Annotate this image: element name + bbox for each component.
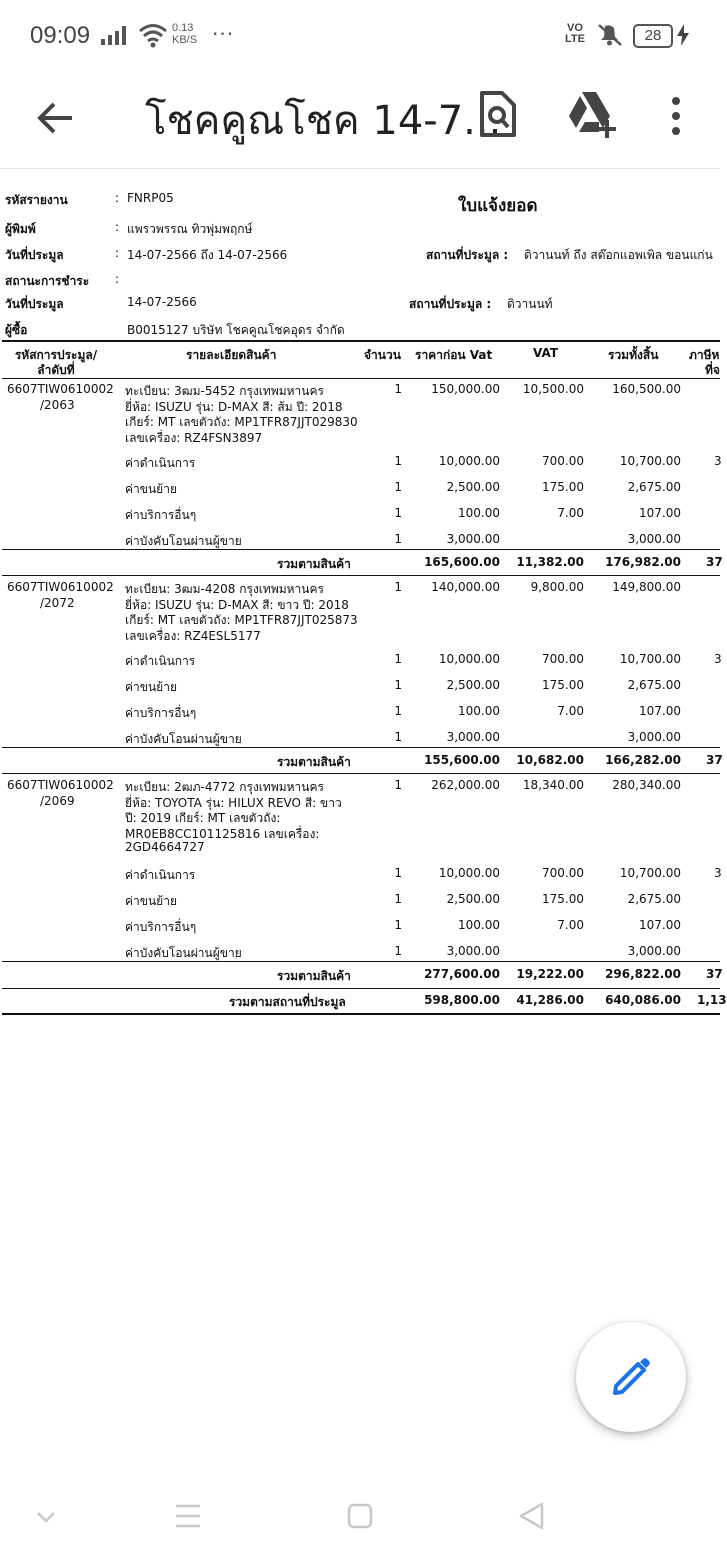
fee-qty: 1 xyxy=(394,917,402,932)
lot-description-line: ปี: 2019 เกียร์: MT เลขตัวถัง: xyxy=(125,811,281,825)
signal-icon xyxy=(101,26,131,50)
edit-pencil-icon xyxy=(610,1356,652,1398)
fee-vat: 700.00 xyxy=(542,865,584,880)
fee-qty: 1 xyxy=(394,865,402,880)
nav-menu-icon[interactable] xyxy=(168,1496,208,1536)
drive-add-icon[interactable] xyxy=(566,90,618,140)
fee-name: ค่าบังคับโอนผ่านผู้ขาย xyxy=(125,534,242,548)
document-title: โชคคูณโชค 14-7... xyxy=(145,98,502,144)
fee-total: 10,700.00 xyxy=(619,454,681,468)
subtotal-vat: 11,382.00 xyxy=(516,555,584,569)
fee-price: 3,000.00 xyxy=(446,532,500,546)
edit-fab-button[interactable] xyxy=(576,1322,686,1432)
fee-price: 2,500.00 xyxy=(446,678,500,692)
fee-price: 3,000.00 xyxy=(446,943,500,958)
grand-total-wht: 1,13 xyxy=(697,993,727,1007)
subtotal-bottom-rule xyxy=(2,773,720,774)
col-header-wht-2: ที่จ xyxy=(705,363,720,377)
subtotal-label: รวมตามสินค้า xyxy=(277,755,351,769)
col-header-price: ราคาก่อน Vat xyxy=(415,348,493,362)
lot-description-line: ยี่ห้อ: ISUZU รุ่น: D-MAX สี: ส้ม ปี: 2018 xyxy=(125,399,343,414)
fee-total: 107.00 xyxy=(639,917,681,932)
network-speed xyxy=(172,22,197,46)
fee-total: 107.00 xyxy=(639,506,681,520)
system-nav-bar xyxy=(0,1480,720,1560)
status-time: 09:09 xyxy=(30,22,91,49)
lot-total: 160,500.00 xyxy=(612,382,681,396)
lot-seq: /2069 xyxy=(40,794,75,808)
fee-name: ค่าดำเนินการ xyxy=(125,654,196,668)
report-title: ใบแจ้งยอด xyxy=(458,196,538,216)
nav-home-icon[interactable] xyxy=(340,1496,380,1536)
header-label-report-code: รหัสรายงาน xyxy=(5,193,68,207)
fee-qty: 1 xyxy=(394,678,402,692)
col-header-qty: จำนวน xyxy=(364,348,401,362)
fee-price: 10,000.00 xyxy=(438,454,500,468)
subtotal-top-rule xyxy=(2,549,720,550)
fee-vat: 175.00 xyxy=(542,891,584,906)
header-value-auction-date-2: 14-07-2566 xyxy=(127,295,197,309)
header-sep: : xyxy=(115,246,120,260)
col-header-code: รหัสการประมูล/ xyxy=(14,348,98,362)
header-label-buyer: ผู้ซื้อ xyxy=(5,323,28,337)
fee-name: ค่าบังคับโอนผ่านผู้ขาย xyxy=(125,732,242,746)
lot-description-line: 2GD4664727 xyxy=(125,840,205,854)
fee-total: 2,675.00 xyxy=(627,480,681,494)
lot-vat: 9,800.00 xyxy=(530,580,584,594)
fee-total: 2,675.00 xyxy=(627,891,681,906)
lot-seq: /2063 xyxy=(40,398,75,412)
fee-price: 2,500.00 xyxy=(446,891,500,906)
fee-vat: 175.00 xyxy=(542,480,584,494)
lot-total: 149,800.00 xyxy=(612,580,681,594)
fee-vat: 700.00 xyxy=(542,652,584,666)
lot-code: 6607TIW0610002 xyxy=(7,778,114,792)
lot-description-line: ทะเบียน: 2ฒภ-4772 กรุงเทพมหานคร xyxy=(125,780,324,794)
subtotal-total: 176,982.00 xyxy=(605,555,681,569)
grand-total-top-rule xyxy=(2,988,720,989)
subtotal-wht: 37 xyxy=(706,555,723,569)
col-header-vat: VAT xyxy=(533,346,559,360)
lot-price: 262,000.00 xyxy=(431,778,500,792)
fee-qty: 1 xyxy=(394,730,402,744)
fee-price: 10,000.00 xyxy=(438,865,500,880)
header-sep: : xyxy=(115,220,120,234)
fee-total: 10,700.00 xyxy=(619,865,681,880)
header-value-printer: แพรวพรรณ ทิวพุ่มพฤกษ์ xyxy=(127,222,253,236)
col-header-desc: รายละเอียดสินค้า xyxy=(186,348,277,362)
fee-total: 10,700.00 xyxy=(619,652,681,666)
lot-description-line: เกียร์: MT เลขตัวถัง: MP1TFR87JJT025873 xyxy=(125,613,358,627)
col-header-seq: ลำดับที่ xyxy=(37,363,75,377)
fee-name: ค่าบังคับโอนผ่านผู้ขาย xyxy=(125,945,242,960)
header-label-auction-date: วันที่ประมูล xyxy=(5,248,64,262)
fee-name: ค่าบริการอื่นๆ xyxy=(125,706,197,720)
header-value-report-code: FNRP05 xyxy=(127,191,174,205)
subtotal-wht: 37 xyxy=(706,966,723,981)
charging-icon xyxy=(676,24,690,50)
battery-icon: 28 xyxy=(633,24,673,48)
header-sep: : xyxy=(115,191,120,205)
subtotal-wht: 37 xyxy=(706,753,723,767)
subtotal-top-rule xyxy=(2,747,720,748)
fee-price: 10,000.00 xyxy=(438,652,500,666)
location-range-value: ดิวานนท์ ถึง สต๊อกแอพเพิล ขอนแก่น xyxy=(524,248,713,262)
fee-price: 100.00 xyxy=(458,506,500,520)
col-header-wht: ภาษีห xyxy=(689,348,720,362)
subtotal-label: รวมตามสินค้า xyxy=(277,968,351,983)
lot-qty: 1 xyxy=(394,778,402,792)
nav-hide-icon[interactable] xyxy=(26,1496,66,1536)
lot-description-line: เกียร์: MT เลขตัวถัง: MP1TFR87JJT029830 xyxy=(125,415,358,429)
fee-total: 3,000.00 xyxy=(627,532,681,546)
nav-back-icon[interactable] xyxy=(512,1496,552,1536)
location-label: สถานที่ประมูล : xyxy=(409,297,492,311)
fee-name: ค่าขนย้าย xyxy=(125,893,177,908)
fee-qty: 1 xyxy=(394,506,402,520)
find-in-page-icon[interactable] xyxy=(474,90,520,140)
mute-icon xyxy=(596,22,624,52)
back-arrow-icon[interactable] xyxy=(30,92,82,144)
fee-vat: 7.00 xyxy=(557,917,584,932)
fee-price: 100.00 xyxy=(458,704,500,718)
fee-qty: 1 xyxy=(394,532,402,546)
more-notifications-icon: ··· xyxy=(212,22,235,46)
fee-qty: 1 xyxy=(394,652,402,666)
fee-wht: 3 xyxy=(714,454,722,468)
lot-description-line: ทะเบียน: 3ฒม-5452 กรุงเทพมหานคร xyxy=(125,384,324,398)
subtotal-bottom-rule xyxy=(2,575,720,576)
fee-qty: 1 xyxy=(394,704,402,718)
fee-name: ค่าขนย้าย xyxy=(125,482,177,496)
header-label-printer: ผู้พิมพ์ xyxy=(5,222,36,236)
more-vert-icon[interactable] xyxy=(660,92,692,142)
speed-unit: KB/S xyxy=(172,34,198,46)
grand-total-label: รวมตามสถานที่ประมูล xyxy=(229,995,346,1009)
fee-price: 2,500.00 xyxy=(446,480,500,494)
subtotal-price: 165,600.00 xyxy=(424,555,500,569)
fee-name: ค่าดำเนินการ xyxy=(125,456,196,470)
header-sep: : xyxy=(115,272,120,286)
lot-code: 6607TIW0610002 xyxy=(7,580,114,594)
subtotal-vat: 10,682.00 xyxy=(516,753,584,767)
lot-vat: 10,500.00 xyxy=(522,382,584,396)
subtotal-top-rule xyxy=(2,961,720,962)
subtotal-total: 296,822.00 xyxy=(605,966,681,981)
subtotal-price: 155,600.00 xyxy=(424,753,500,767)
fee-wht: 3 xyxy=(714,652,722,666)
volte-top: VO xyxy=(567,22,583,34)
lot-vat: 18,340.00 xyxy=(522,778,584,792)
lot-description-line: เลขเครื่อง: RZ4ESL5177 xyxy=(125,628,261,643)
subtotal-total: 166,282.00 xyxy=(605,753,681,767)
fee-total: 3,000.00 xyxy=(627,943,681,958)
fee-qty: 1 xyxy=(394,891,402,906)
lot-price: 140,000.00 xyxy=(431,580,500,594)
fee-qty: 1 xyxy=(394,943,402,958)
grand-total-bottom-rule xyxy=(2,1013,720,1015)
fee-vat: 7.00 xyxy=(557,704,584,718)
lot-qty: 1 xyxy=(394,580,402,594)
location-range-label: สถานที่ประมูล : xyxy=(426,248,509,262)
fee-wht: 3 xyxy=(714,865,722,880)
fee-total: 107.00 xyxy=(639,704,681,718)
grand-total-sum: 640,086.00 xyxy=(605,993,681,1007)
lot-description-line: MR0EB8CC101125816 เลขเครื่อง: xyxy=(125,826,320,841)
lot-description-line: ยี่ห้อ: ISUZU รุ่น: D-MAX สี: ขาว ปี: 2018 xyxy=(125,597,349,612)
fee-vat: 175.00 xyxy=(542,678,584,692)
fee-vat: 7.00 xyxy=(557,506,584,520)
subtotal-price: 277,600.00 xyxy=(424,966,500,981)
fee-vat: 700.00 xyxy=(542,454,584,468)
header-label-auction-date-2: วันที่ประมูล xyxy=(5,297,64,311)
col-header-total: รวมทั้งสิ้น xyxy=(608,348,659,362)
subtotal-vat: 19,222.00 xyxy=(516,966,584,981)
fee-total: 3,000.00 xyxy=(627,730,681,744)
fee-name: ค่าดำเนินการ xyxy=(125,867,196,882)
lot-seq: /2072 xyxy=(40,596,75,610)
volte-icon xyxy=(565,23,585,45)
wifi-icon xyxy=(138,22,168,52)
grand-total-price: 598,800.00 xyxy=(424,993,500,1007)
report-document xyxy=(0,172,727,1032)
fee-qty: 1 xyxy=(394,454,402,468)
volte-bottom: LTE xyxy=(565,33,585,45)
fee-total: 2,675.00 xyxy=(627,678,681,692)
fee-name: ค่าบริการอื่นๆ xyxy=(125,919,197,934)
status-bar xyxy=(0,0,720,72)
fee-name: ค่าขนย้าย xyxy=(125,680,177,694)
subtotal-label: รวมตามสินค้า xyxy=(277,557,351,571)
fee-name: ค่าบริการอื่นๆ xyxy=(125,508,197,522)
table-header-rule xyxy=(2,378,720,379)
fee-price: 3,000.00 xyxy=(446,730,500,744)
fee-price: 100.00 xyxy=(458,917,500,932)
lot-price: 150,000.00 xyxy=(431,382,500,396)
header-value-buyer: B0015127 บริษัท โชคคูณโชคอุดร จำกัด xyxy=(127,323,345,337)
lot-description-line: เลขเครื่อง: RZ4FSN3897 xyxy=(125,430,263,445)
lot-total: 280,340.00 xyxy=(612,778,681,792)
grand-total-vat: 41,286.00 xyxy=(516,993,584,1007)
header-label-payment-status: สถานะการชำระ xyxy=(5,274,90,288)
header-value-auction-date: 14-07-2566 ถึง 14-07-2566 xyxy=(127,248,288,262)
app-bar xyxy=(0,72,720,169)
location-value: ดิวานนท์ xyxy=(507,297,553,311)
lot-code: 6607TIW0610002 xyxy=(7,382,114,396)
lot-qty: 1 xyxy=(394,382,402,396)
lot-description-line: ยี่ห้อ: TOYOTA รุ่น: HILUX REVO สี: ขาว xyxy=(125,795,342,810)
speed-value: 0.13 xyxy=(172,22,194,34)
table-top-rule xyxy=(2,340,720,342)
fee-qty: 1 xyxy=(394,480,402,494)
lot-description-line: ทะเบียน: 3ฒม-4208 กรุงเทพมหานคร xyxy=(125,582,324,596)
